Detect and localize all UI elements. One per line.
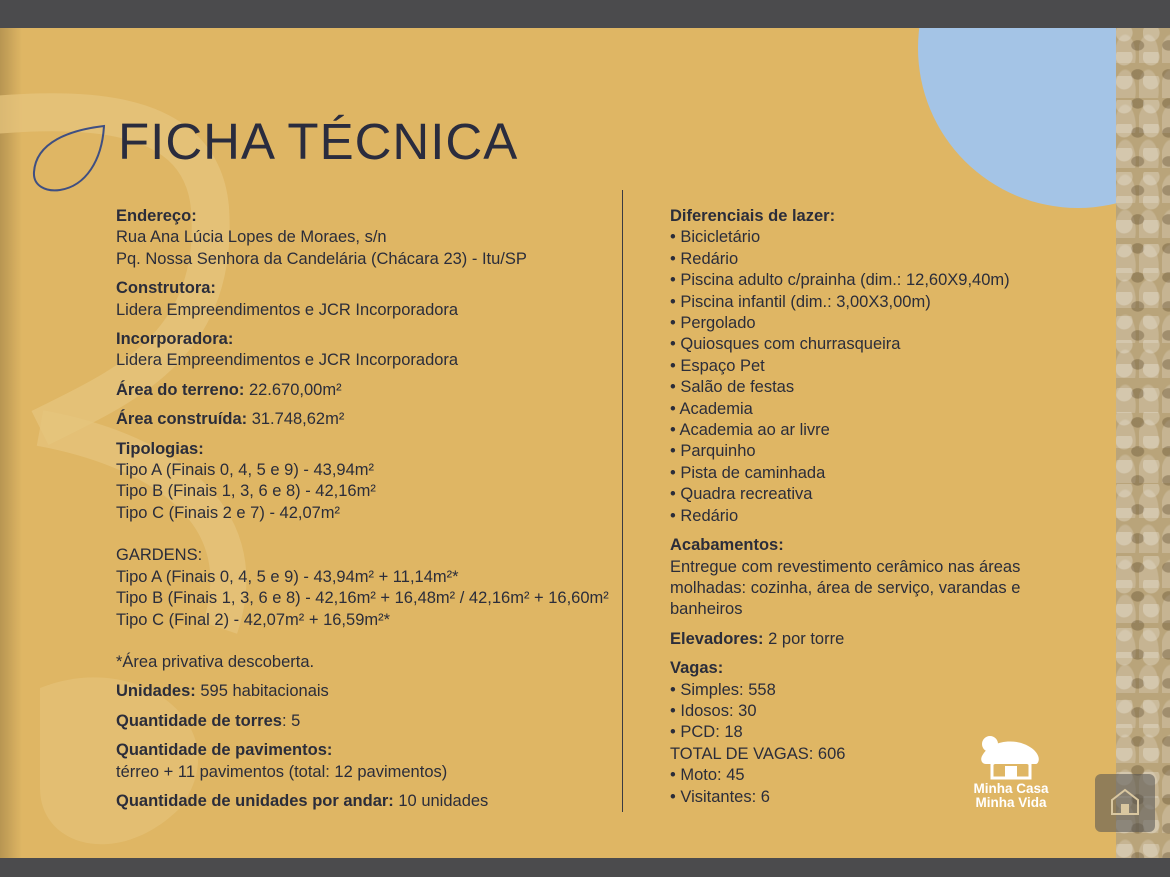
lazer-item: • Pista de caminhada <box>670 463 826 482</box>
lazer-item: • Piscina infantil (dim.: 3,00X3,00m) <box>670 292 931 311</box>
garden-item: Tipo B (Finais 1, 3, 6 e 8) - 42,16m² + 16,48m² / 42,16m² + 16,60m² <box>116 589 609 608</box>
house-family-icon <box>976 734 1046 780</box>
area-construida <box>116 409 616 430</box>
torres-value: : 5 <box>281 711 301 730</box>
lazer-item: • Bicicletário <box>670 228 761 247</box>
leaf-outline-icon <box>30 120 110 200</box>
vagas-label: Vagas: <box>670 659 724 678</box>
brochure-page <box>0 28 1170 858</box>
tipologias-label: Tipologias: <box>116 439 204 458</box>
logo-text <box>958 782 1064 810</box>
minha-casa-minha-vida-logo <box>958 734 1064 810</box>
area-construida-value: 31.748,62m² <box>247 410 345 429</box>
vagas-total: TOTAL DE VAGAS: 606 <box>670 744 846 763</box>
incorporadora-value: Lidera Empreendimentos e JCR Incorporadora <box>116 351 459 370</box>
vagas-item: • Moto: 45 <box>670 766 745 785</box>
unid-andar-label: Quantidade de unidades por andar: <box>116 791 394 810</box>
tipologia-item: Tipo C (Finais 2 e 7) - 42,07m² <box>116 503 341 522</box>
elevadores <box>670 629 1100 650</box>
watermark-badge <box>1095 774 1155 832</box>
column-divider <box>622 190 623 812</box>
vagas-item: • PCD: 18 <box>670 723 743 742</box>
area-terreno <box>116 380 616 401</box>
area-construida-label: Área construída: <box>116 410 248 429</box>
lazer-item: • Parquinho <box>670 442 756 461</box>
torres-label: Quantidade de torres <box>116 711 282 730</box>
garden-item: Tipo C (Final 2) - 42,07m² + 16,59m²* <box>116 610 391 629</box>
lazer-item: • Piscina adulto c/prainha (dim.: 12,60X9,40m) <box>670 271 1010 290</box>
elevadores-label: Elevadores: <box>670 629 764 648</box>
endereco-line-1: Rua Ana Lúcia Lopes de Moraes, s/n <box>116 228 387 247</box>
logo-line-1: Minha Casa <box>973 781 1049 796</box>
endereco-label: Endereço: <box>116 207 197 225</box>
area-terreno-value: 22.670,00m² <box>244 380 342 399</box>
vagas-item: • Visitantes: 6 <box>670 787 770 806</box>
lazer-item: • Pergolado <box>670 314 756 333</box>
left-column <box>116 206 616 812</box>
viewer-bottom-bar <box>0 858 1170 877</box>
lazer-item: • Espaço Pet <box>670 356 765 375</box>
unidades <box>116 681 616 702</box>
lazer-item: • Quiosques com churrasqueira <box>670 335 901 354</box>
endereco-line-2: Pq. Nossa Senhora da Candelária (Chácara 23) - Itu/SP <box>116 249 527 268</box>
vagas-item: • Idosos: 30 <box>670 701 757 720</box>
gardens-label: GARDENS: <box>116 546 203 565</box>
lazer-item: • Redário <box>670 249 739 268</box>
pavimentos-label: Quantidade de pavimentos: <box>116 741 333 760</box>
area-terreno-label: Área do terreno: <box>116 380 245 399</box>
tipologia-item: Tipo B (Finais 1, 3, 6 e 8) - 42,16m² <box>116 482 376 501</box>
elevadores-value: 2 por torre <box>763 629 845 648</box>
pavimentos-value: térreo + 11 pavimentos (total: 12 pavimentos) <box>116 762 448 781</box>
unidades-value: 595 habitacionais <box>195 682 329 701</box>
logo-line-2: Minha Vida <box>975 795 1047 810</box>
page-title: FICHA TÉCNICA <box>118 113 519 170</box>
stone-wall-texture <box>1116 28 1170 858</box>
viewer-top-bar <box>0 0 1170 28</box>
footnote: *Área privativa descoberta. <box>116 652 315 671</box>
torres <box>116 711 616 732</box>
unidades-label: Unidades: <box>116 682 196 701</box>
lazer-label: Diferenciais de lazer: <box>670 207 836 225</box>
lazer-item: • Academia ao ar livre <box>670 421 830 440</box>
garden-item: Tipo A (Finais 0, 4, 5 e 9) - 43,94m² + 11,14m²* <box>116 567 459 586</box>
tipologia-item: Tipo A (Finais 0, 4, 5 e 9) - 43,94m² <box>116 461 375 480</box>
construtora-label: Construtora: <box>116 279 216 298</box>
acabamentos-value: Entregue com revestimento cerâmico nas áreas molhadas: cozinha, área de serviço, varandas e banheiros <box>670 557 1021 619</box>
unidades-por-andar <box>116 791 616 812</box>
construtora-value: Lidera Empreendimentos e JCR Incorporadora <box>116 300 459 319</box>
vagas-item: • Simples: 558 <box>670 680 776 699</box>
lazer-item: • Redário <box>670 506 739 525</box>
house-watermark-icon <box>1108 786 1142 816</box>
lazer-item: • Academia <box>670 399 753 418</box>
unid-andar-value: 10 unidades <box>393 791 489 810</box>
incorporadora-label: Incorporadora: <box>116 330 234 349</box>
right-column <box>670 206 1100 808</box>
lazer-item: • Quadra recreativa <box>670 485 813 504</box>
lazer-item: • Salão de festas <box>670 378 795 397</box>
acabamentos-label: Acabamentos: <box>670 536 784 555</box>
